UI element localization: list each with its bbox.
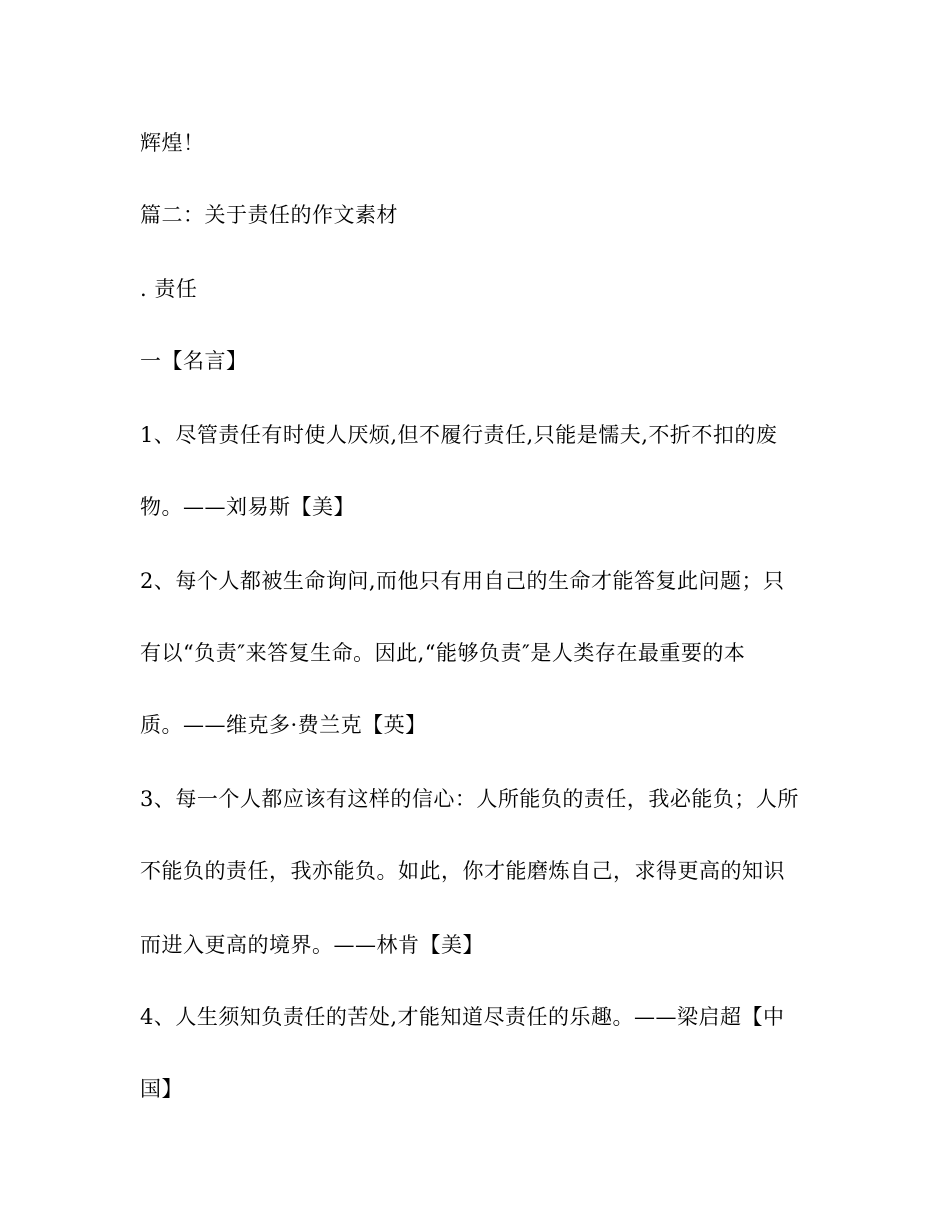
quote-2-line-2: 有以“负责″来答复生命。因此,“能够负责″是人类存在最重要的本 bbox=[140, 641, 746, 665]
quote-3-line-1: 3、每一个人都应该有这样的信心：人所能负的责任，我必能负；人所 bbox=[140, 787, 799, 811]
quote-1-line-1: 1、尽管责任有时使人厌烦,但不履行责任,只能是懦夫,不折不扣的废 bbox=[140, 423, 778, 447]
quote-3-line-3: 而进入更高的境界。——林肯【美】 bbox=[140, 933, 484, 957]
quote-4-line-1: 4、人生须知负责任的苦处,才能知道尽责任的乐趣。——梁启超【中 bbox=[140, 1005, 785, 1029]
quote-3-line-2: 不能负的责任，我亦能负。如此，你才能磨炼自己，求得更高的知识 bbox=[140, 859, 785, 883]
quote-2-line-3: 质。——维克多·费兰克【英】 bbox=[140, 713, 427, 737]
text-line-1: 辉煌！ bbox=[140, 131, 205, 155]
topic-title: . 责任 bbox=[140, 277, 198, 301]
quote-1-line-2: 物。——刘易斯【美】 bbox=[140, 495, 355, 519]
subsection-heading: 一【名言】 bbox=[140, 349, 248, 373]
quote-2-line-1: 2、每个人都被生命询问,而他只有用自己的生命才能答复此问题；只 bbox=[140, 569, 785, 593]
section-heading: 篇二：关于责任的作文素材 bbox=[140, 203, 398, 227]
quote-4-line-2: 国】 bbox=[140, 1077, 183, 1101]
